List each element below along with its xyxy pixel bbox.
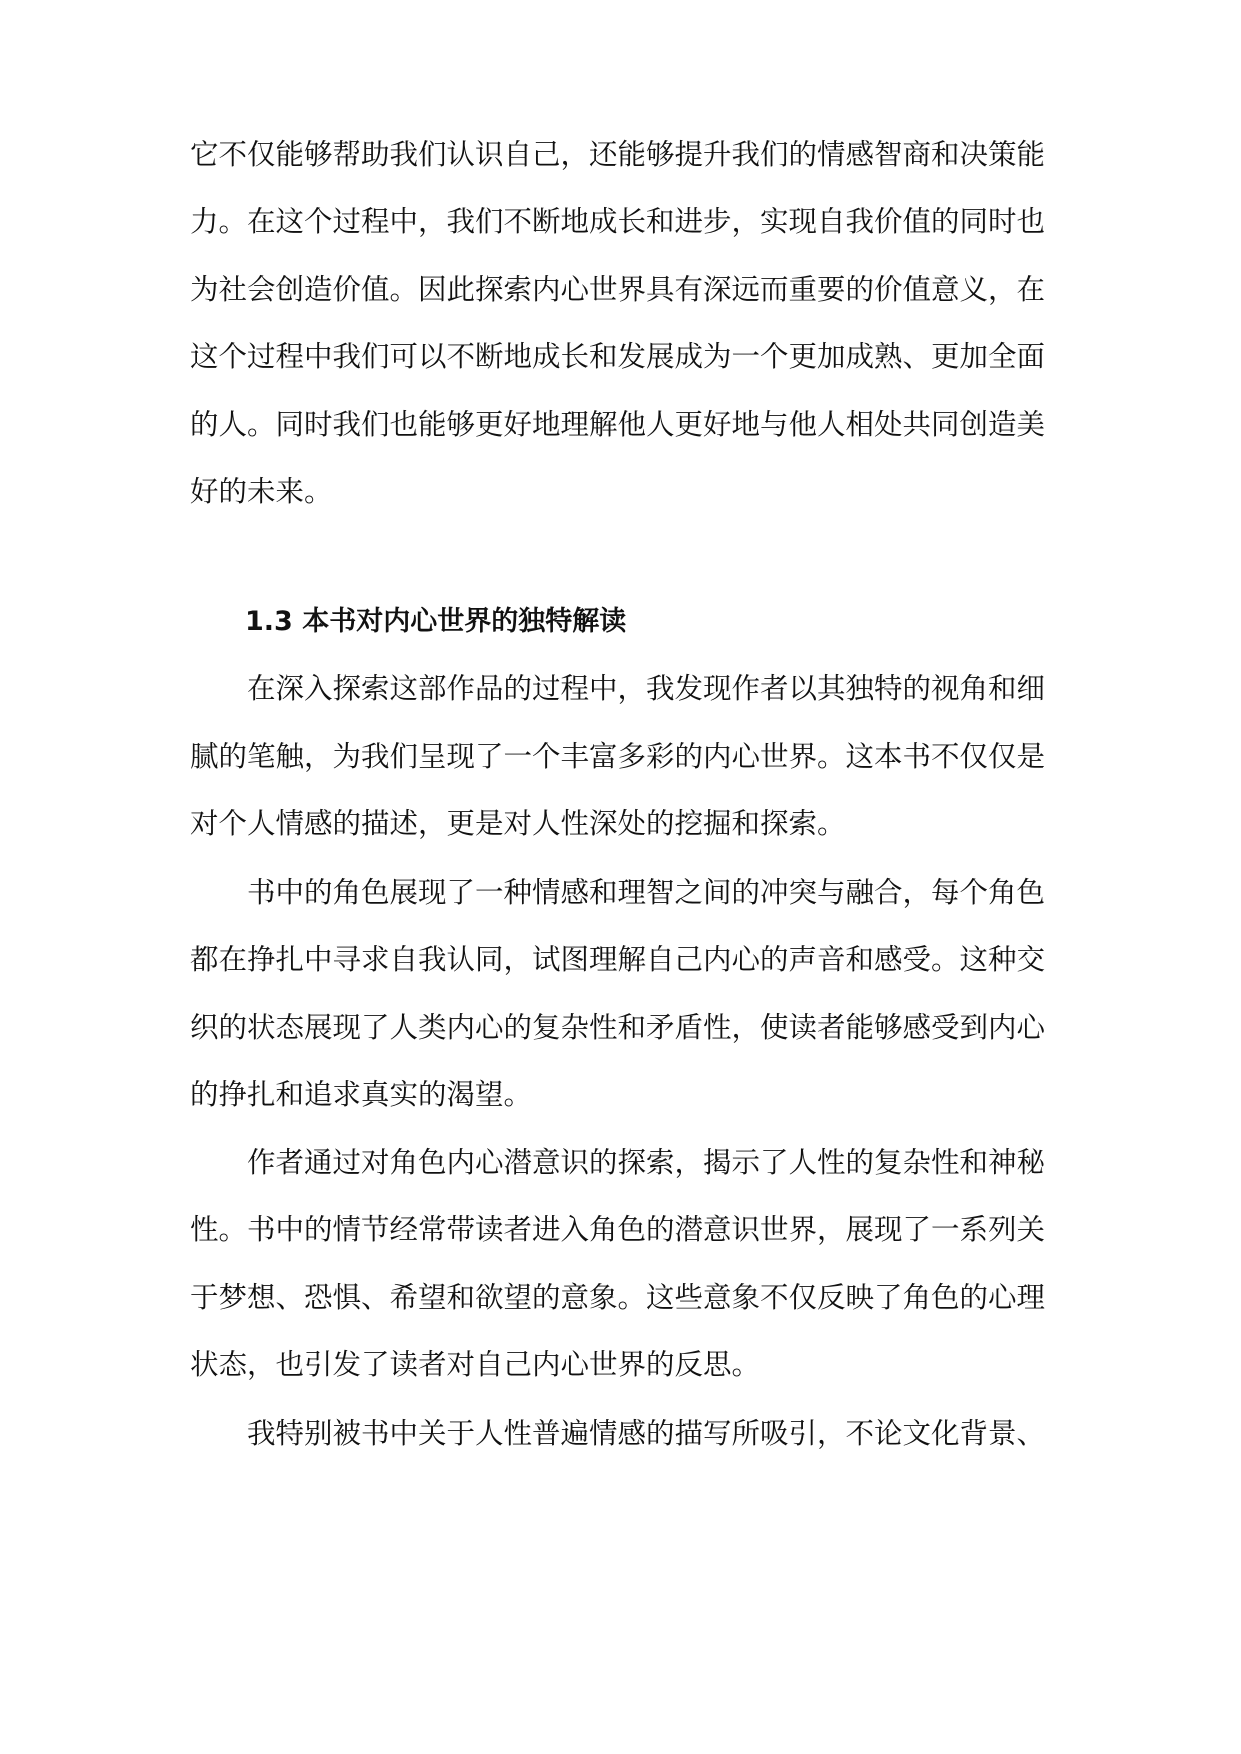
text-line: 为社会创造价值。因此探索内心世界具有深远而重要的价值意义，在 xyxy=(190,273,1046,306)
text-line: 我特别被书中关于人性普遍情感的描写所吸引，不论文化背景、 xyxy=(247,1417,1046,1450)
text-line: 的人。同时我们也能够更好地理解他人更好地与他人相处共同创造美 xyxy=(190,408,1046,441)
text-line: 腻的笔触，为我们呈现了一个丰富多彩的内心世界。这本书不仅仅是 xyxy=(190,740,1046,773)
text-line: 这个过程中我们可以不断地成长和发展成为一个更加成熟、更加全面 xyxy=(190,340,1046,373)
text-line: 的挣扎和追求真实的渴望。 xyxy=(190,1078,533,1111)
text-line: 织的状态展现了人类内心的复杂性和矛盾性，使读者能够感受到内心 xyxy=(190,1011,1046,1044)
text-line: 对个人情感的描述，更是对人性深处的挖掘和探索。 xyxy=(190,807,846,840)
text-line: 于梦想、恐惧、希望和欲望的意象。这些意象不仅反映了角色的心理 xyxy=(190,1281,1046,1314)
text-line: 作者通过对角色内心潜意识的探索，揭示了人性的复杂性和神秘 xyxy=(247,1146,1046,1179)
text-line: 状态，也引发了读者对自己内心世界的反思。 xyxy=(190,1348,761,1381)
text-line: 性。书中的情节经常带读者进入角色的潜意识世界，展现了一系列关 xyxy=(190,1213,1046,1246)
text-line: 力。在这个过程中，我们不断地成长和进步，实现自我价值的同时也 xyxy=(190,205,1046,238)
text-line: 好的未来。 xyxy=(190,475,333,508)
text-line: 它不仅能够帮助我们认识自己，还能够提升我们的情感智商和决策能 xyxy=(190,138,1046,171)
text-line: 书中的角色展现了一种情感和理智之间的冲突与融合，每个角色 xyxy=(247,876,1046,909)
text-line: 在深入探索这部作品的过程中，我发现作者以其独特的视角和细 xyxy=(247,672,1046,705)
text-line: 都在挣扎中寻求自我认同，试图理解自己内心的声音和感受。这种交 xyxy=(190,943,1046,976)
section-heading: 1.3 本书对内心世界的独特解读 xyxy=(245,606,627,637)
